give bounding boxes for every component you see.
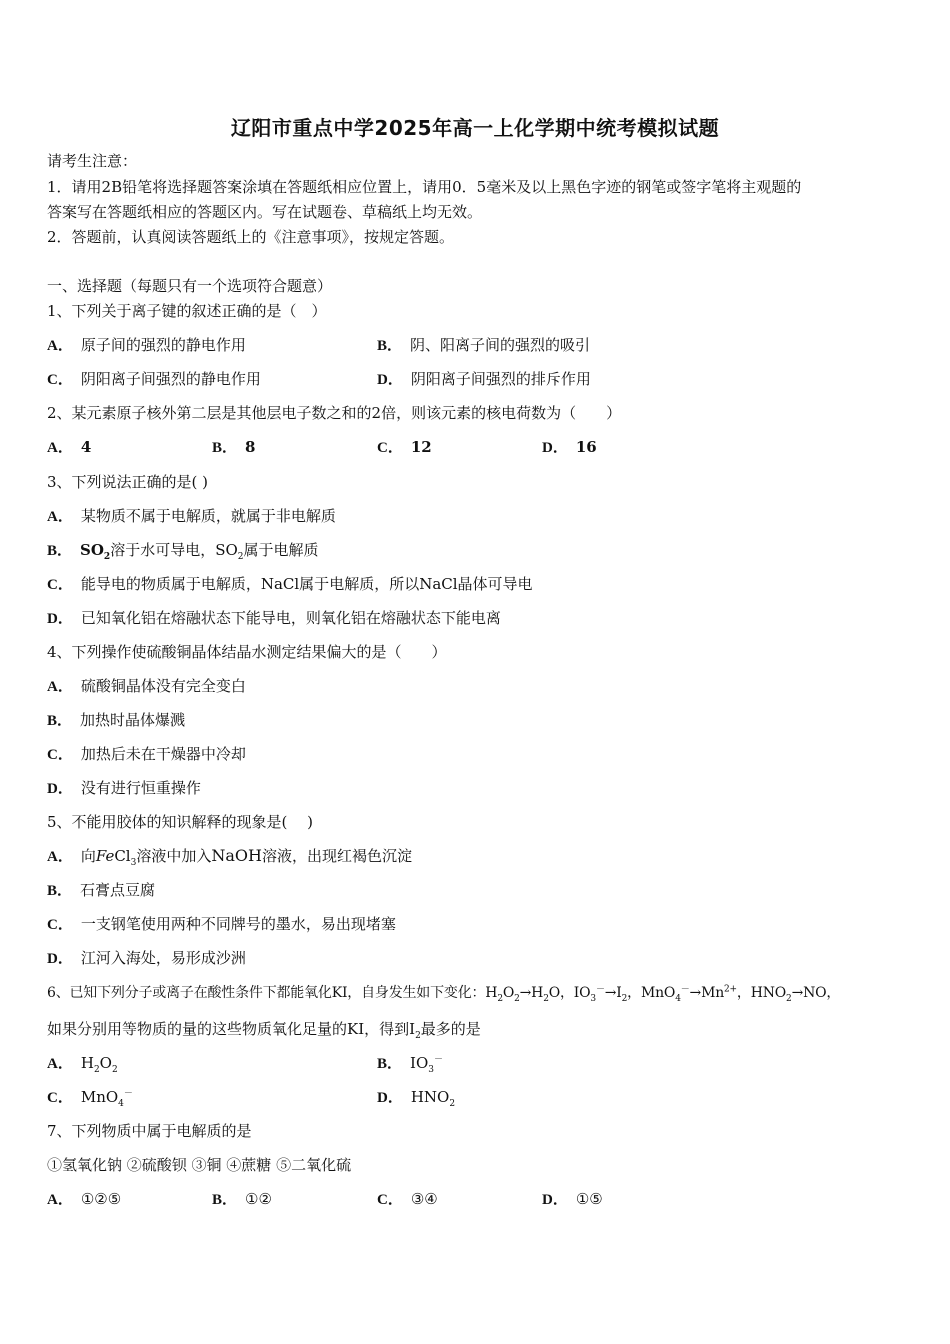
q3-option-a: A． 某物质不属于电解质，就属于非电解质 — [47, 507, 336, 525]
q5-option-b: B． 石膏点豆腐 — [47, 881, 156, 899]
q5-option-a: A． 向FeCl$_3$溶液中加入NaOH溶液，出现红褐色沉淀 — [47, 846, 412, 868]
question-5-stem: 5、不能用胶体的知识解释的现象是( ) — [47, 813, 314, 831]
question-2-stem: 2、某元素原子核外第二层是其他层电子数之和的2倍，则该元素的核电荷数为（ ） — [47, 404, 622, 422]
q6-option-c: C． MnO$_4$－ — [47, 1088, 133, 1109]
notice-heading: 请考生注意： — [47, 152, 138, 170]
q1-option-a: A． 原子间的强烈的静电作用 — [47, 336, 246, 354]
q3-option-b: B． $SO_2$溶于水可导电，$SO_2$属于电解质 — [47, 541, 319, 562]
q2-option-b: B． 8 — [212, 438, 256, 456]
q7-option-b: B． ①② — [212, 1190, 272, 1208]
q1-option-d: D． 阴阳离子间强烈的排斥作用 — [377, 370, 591, 388]
q4-option-a: A． 硫酸铜晶体没有完全变白 — [47, 677, 246, 695]
q6-option-d: D． $HNO_2$ — [377, 1088, 456, 1109]
q3-option-c: C． 能导电的物质属于电解质，NaCl属于电解质，所以NaCl晶体可导电 — [47, 575, 533, 593]
question-6-stem: 6、已知下列分子或离子在酸性条件下都能氧化KI，自身发生如下变化：$H_2O_2\to H_2O$，$IO_3^-\to I_2$，$MnO_4^-\to Mn^{2+}$，$HNO_2\to NO$， — [47, 984, 841, 1004]
q2-option-c: C． 12 — [377, 438, 432, 456]
question-1-stem: 1、下列关于离子键的叙述正确的是（ ） — [47, 302, 327, 320]
q4-option-b: B． 加热时晶体爆溅 — [47, 711, 186, 729]
q2-option-d: D． 16 — [542, 438, 597, 456]
page-title: 辽阳市重点中学2025年高一上化学期中统考模拟试题 — [230, 116, 720, 140]
q6-option-a: A． $H_2O_2$ — [47, 1054, 118, 1075]
q7-option-c: C． ③④ — [377, 1190, 438, 1208]
q5-option-d: D． 江河入海处，易形成沙洲 — [47, 949, 246, 967]
q3-option-d: D． 已知氧化铝在熔融状态下能导电，则氧化铝在熔融状态下能电离 — [47, 609, 501, 627]
q1-option-c: C． 阴阳离子间强烈的静电作用 — [47, 370, 261, 388]
notice-item-2: 2．答题前，认真阅读答题纸上的《注意事项》，按规定答题。 — [47, 228, 455, 246]
q7-option-d: D． ①⑤ — [542, 1190, 603, 1208]
question-7-stem: 7、下列物质中属于电解质的是 — [47, 1122, 252, 1140]
q1-option-b: B． 阴、阳离子间的强烈的吸引 — [377, 336, 591, 354]
notice-item-1-cont: 答案写在答题纸相应的答题区内。写在试题卷、草稿纸上均无效。 — [47, 203, 483, 221]
q7-option-a: A． ①②⑤ — [47, 1190, 122, 1208]
q5-option-c: C． 一支钢笔使用两种不同牌号的墨水，易出现堵塞 — [47, 915, 396, 933]
question-7-list: ①氢氧化钠 ②硫酸钡 ③铜 ④蔗糖 ⑤二氧化硫 — [47, 1156, 352, 1174]
question-4-stem: 4、下列操作使硫酸铜晶体结晶水测定结果偏大的是（ ） — [47, 643, 447, 661]
q2-option-a: A． 4 — [47, 438, 92, 456]
question-3-stem: 3、下列说法正确的是( ) — [47, 473, 209, 491]
question-6-stem-cont: 如果分别用等物质的量的这些物质氧化足量的KI，得到$I_2$最多的是 — [47, 1020, 481, 1041]
q6-option-b: B． $IO_3^-$ — [377, 1054, 443, 1075]
section-heading: 一、选择题（每题只有一个选项符合题意） — [47, 277, 333, 295]
q4-option-c: C． 加热后未在干燥器中冷却 — [47, 745, 246, 763]
q4-option-d: D． 没有进行恒重操作 — [47, 779, 201, 797]
notice-item-1: 1．请用2B铅笔将选择题答案涂填在答题纸相应位置上，请用0．5毫米及以上黑色字迹的钢笔或签字笔将主观题的 — [47, 178, 802, 196]
